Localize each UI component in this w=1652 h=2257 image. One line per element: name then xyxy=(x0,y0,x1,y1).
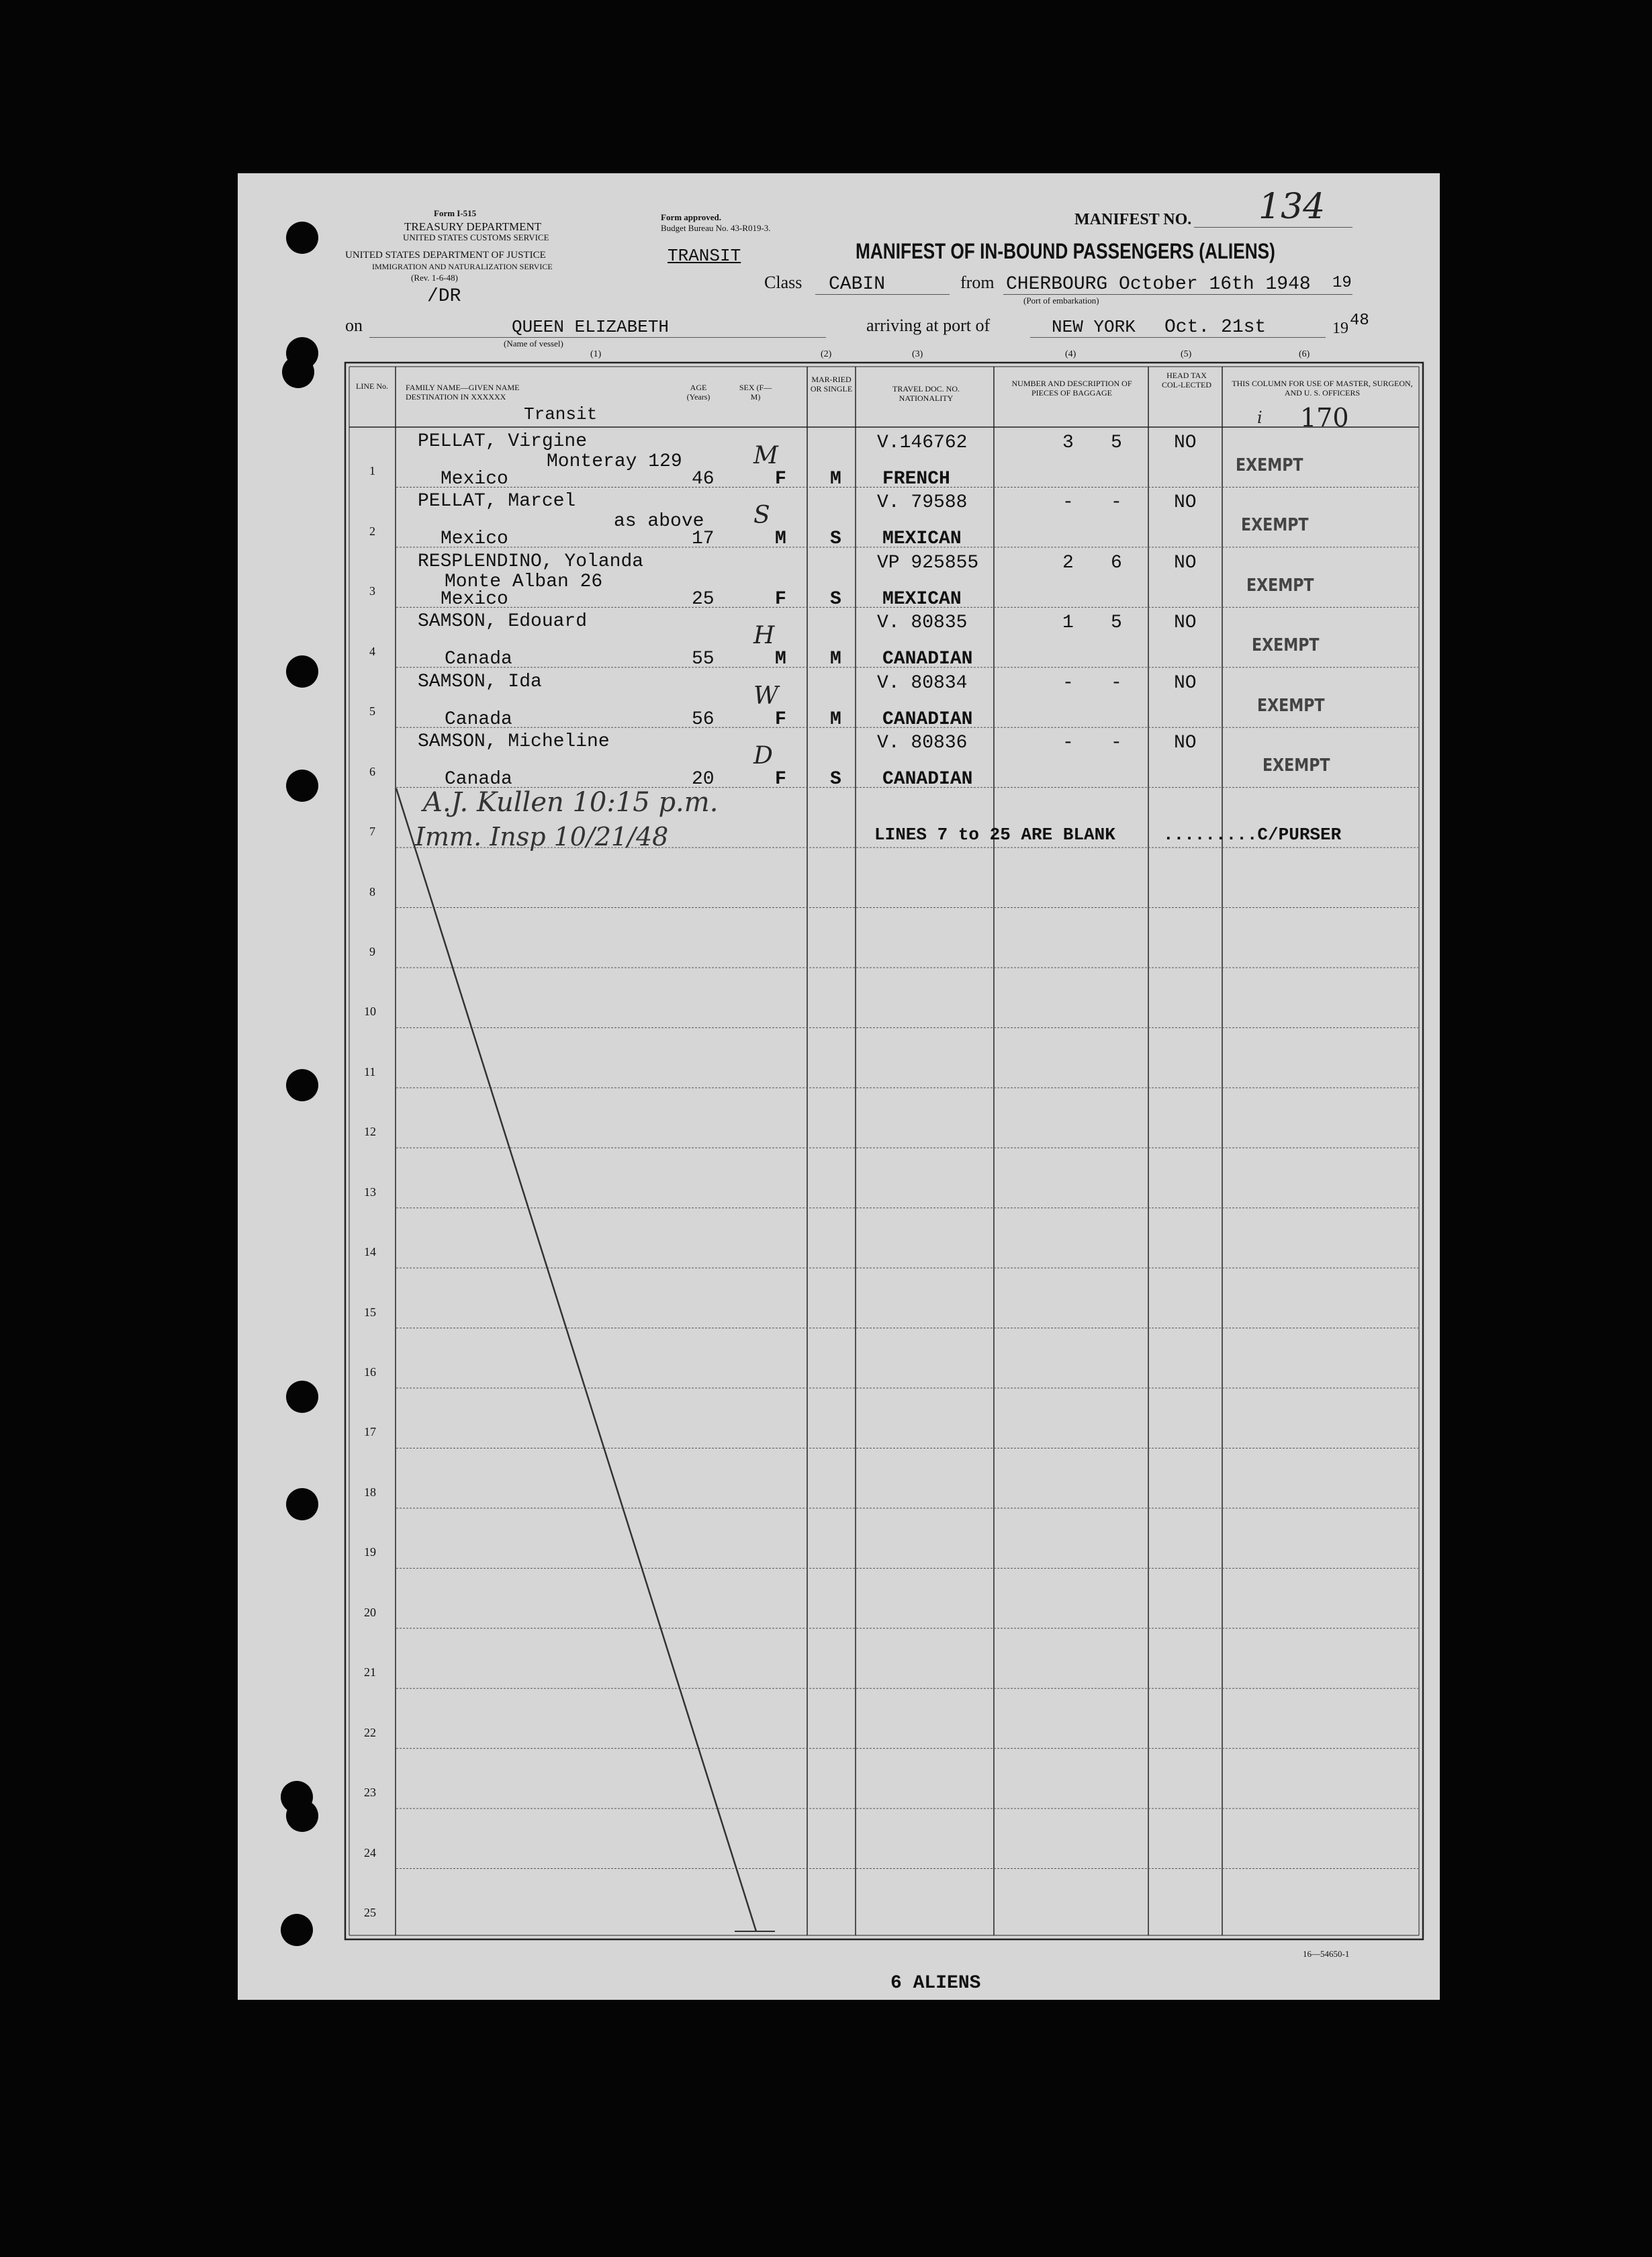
exempt-stamp: EXEMPT xyxy=(1257,695,1325,716)
baggage-count: 2 xyxy=(1062,552,1074,573)
line-number: 24 xyxy=(364,1845,376,1859)
exempt-stamp: EXEMPT xyxy=(1236,455,1303,475)
passenger-age: 20 xyxy=(692,769,715,790)
hdr-age: AGE (Years) xyxy=(686,383,710,402)
line-number: 18 xyxy=(364,1485,376,1499)
passenger-marital: M xyxy=(830,708,841,730)
col-num-2: (2) xyxy=(821,349,832,359)
vessel-label: (Name of vessel) xyxy=(504,338,563,349)
total-aliens: 6 ALIENS xyxy=(890,1973,981,1994)
footer-code: 16—54650-1 xyxy=(1303,1949,1350,1959)
baggage-count: 5 xyxy=(1111,432,1122,453)
baggage-count: - xyxy=(1062,672,1074,694)
hdr-family-name: FAMILY NAME—GIVEN NAME DESTINATION IN XXXXXX xyxy=(406,383,520,402)
head-tax-collected: NO xyxy=(1174,492,1197,514)
year-prefix: 19 xyxy=(1332,320,1348,337)
baggage-count: - xyxy=(1111,492,1122,514)
customs-service: UNITED STATES CUSTOMS SERVICE xyxy=(403,232,549,242)
passenger-sex: M xyxy=(775,528,786,550)
handwritten-mark: M xyxy=(753,442,778,469)
handwritten-mark: S xyxy=(753,502,770,530)
baggage-count: 6 xyxy=(1111,552,1122,573)
baggage-count: 1 xyxy=(1062,612,1074,634)
manifest-no-label: MANIFEST NO. xyxy=(1074,211,1192,228)
passenger-destination: Canada xyxy=(445,708,512,730)
manifest-title: MANIFEST OF IN-BOUND PASSENGERS (ALIENS) xyxy=(856,239,1275,263)
treasury-dept: TREASURY DEPARTMENT xyxy=(404,220,542,233)
hdr-travel-doc: TRAVEL DOC. NO. NATIONALITY xyxy=(892,384,960,403)
on-label: on xyxy=(345,316,363,335)
line-number: 21 xyxy=(364,1665,376,1679)
travel-doc-number: V. 80836 xyxy=(877,733,968,754)
baggage-count: 5 xyxy=(1111,612,1122,634)
head-tax-collected: NO xyxy=(1174,552,1197,573)
line-number: 25 xyxy=(364,1906,376,1919)
line-number: 1 xyxy=(369,464,375,478)
passenger-age: 56 xyxy=(692,708,715,730)
manifest-no-value: 134 xyxy=(1258,187,1326,227)
class-value[interactable]: CABIN xyxy=(829,274,886,295)
manifest-sheet xyxy=(238,173,1440,2000)
hdr-baggage: NUMBER AND DESCRIPTION OF PIECES OF BAGGAGE xyxy=(1011,379,1132,398)
travel-doc-number: V.146762 xyxy=(877,432,968,453)
hdr-transit-word: Transit xyxy=(524,404,598,424)
line-number: 3 xyxy=(369,584,375,598)
passenger-marital: M xyxy=(830,649,841,670)
passenger-name: SAMSON, Edouard xyxy=(418,611,588,633)
passenger-address: as above xyxy=(614,511,704,533)
col-num-6: (6) xyxy=(1299,349,1310,359)
passenger-address: Monte Alban 26 xyxy=(445,571,603,592)
exempt-stamp: EXEMPT xyxy=(1246,575,1314,596)
class-label: Class xyxy=(764,273,802,292)
form-number: Form I-515 xyxy=(434,208,477,218)
hdr-married: MAR-RIED OR SINGLE xyxy=(810,375,853,394)
line-number: 20 xyxy=(364,1605,376,1619)
head-tax-collected: NO xyxy=(1174,612,1197,634)
passenger-name: PELLAT, Marcel xyxy=(418,491,576,512)
exempt-stamp: EXEMPT xyxy=(1241,515,1309,536)
purser-note: .........C/PURSER xyxy=(1163,825,1342,845)
line-number: 23 xyxy=(364,1786,376,1800)
hdr-line-no: LINE No. xyxy=(356,381,388,391)
col-num-4: (4) xyxy=(1065,349,1076,359)
passenger-nationality: MEXICAN xyxy=(882,588,962,610)
passenger-destination: Mexico xyxy=(441,528,508,550)
handwritten-mark: D xyxy=(753,742,773,770)
passenger-age: 17 xyxy=(692,528,715,550)
line-number: 9 xyxy=(369,944,375,958)
hdr-head-tax: HEAD TAX COL-LECTED xyxy=(1162,371,1211,389)
col-num-3: (3) xyxy=(912,349,923,359)
line-number: 7 xyxy=(369,825,375,839)
handwritten-mark: W xyxy=(753,682,779,710)
col-num-1: (1) xyxy=(590,349,602,359)
budget-note: Budget Bureau No. 43-R019-3. xyxy=(661,223,771,233)
passenger-sex: F xyxy=(775,769,786,790)
vessel-name[interactable]: QUEEN ELIZABETH xyxy=(512,317,670,337)
passenger-marital: S xyxy=(830,588,841,610)
passenger-sex: F xyxy=(775,469,786,490)
passenger-sex: F xyxy=(775,708,786,730)
line-number: 22 xyxy=(364,1725,376,1739)
inspector-signature: A.J. Kullen 10:15 p.m. xyxy=(423,787,719,818)
line-number: 8 xyxy=(369,884,375,899)
officer-mark: i xyxy=(1257,408,1263,427)
passenger-name: SAMSON, Ida xyxy=(418,671,542,692)
passenger-sex: M xyxy=(775,649,786,670)
head-tax-collected: NO xyxy=(1174,672,1197,694)
baggage-count: - xyxy=(1062,492,1074,514)
passenger-nationality: CANADIAN xyxy=(882,769,973,790)
passenger-nationality: CANADIAN xyxy=(882,649,973,670)
revision: (Rev. 1-6-48) xyxy=(411,273,458,283)
line-number: 5 xyxy=(369,704,375,719)
line-number: 12 xyxy=(364,1125,376,1139)
passenger-sex: F xyxy=(775,588,786,610)
blank-lines-note: LINES 7 to 25 ARE BLANK xyxy=(874,825,1115,845)
passenger-marital: S xyxy=(830,769,841,790)
port-embark-label: (Port of embarkation) xyxy=(1023,295,1099,306)
passenger-name: RESPLENDINO, Yolanda xyxy=(418,551,644,572)
line-number: 13 xyxy=(364,1185,376,1199)
passenger-destination: Mexico xyxy=(441,588,508,610)
passenger-destination: Canada xyxy=(445,769,512,790)
baggage-count: - xyxy=(1111,733,1122,754)
passenger-name: SAMSON, Micheline xyxy=(418,731,610,753)
travel-doc-number: V. 79588 xyxy=(877,492,968,514)
line-number: 11 xyxy=(364,1064,376,1078)
line-number: 16 xyxy=(364,1365,376,1379)
passenger-name: PELLAT, Virgine xyxy=(418,431,588,452)
arrival-port[interactable]: NEW YORK xyxy=(1052,317,1136,337)
exempt-stamp: EXEMPT xyxy=(1263,755,1330,776)
ins-service: IMMIGRATION AND NATURALIZATION SERVICE xyxy=(372,262,553,271)
head-tax-collected: NO xyxy=(1174,733,1197,754)
from-value[interactable]: CHERBOURG October 16th 1948 xyxy=(1006,274,1311,295)
from-suffix: 19 xyxy=(1332,274,1352,292)
passenger-age: 46 xyxy=(692,469,715,490)
travel-doc-number: V. 80834 xyxy=(877,672,968,694)
handwritten-mark: H xyxy=(753,622,775,650)
passenger-destination: Canada xyxy=(445,649,512,670)
line-number: 19 xyxy=(364,1545,376,1559)
hdr-sex: SEX (F—M) xyxy=(739,383,772,402)
justice-dept: UNITED STATES DEPARTMENT OF JUSTICE xyxy=(345,250,546,261)
passenger-address: Monteray 129 xyxy=(547,451,682,472)
arrival-date[interactable]: Oct. 21st xyxy=(1164,317,1267,338)
passenger-nationality: MEXICAN xyxy=(882,528,962,550)
baggage-count: 3 xyxy=(1062,432,1074,453)
line-number: 4 xyxy=(369,644,375,658)
approved-note: Form approved. xyxy=(661,212,722,222)
void-diagonal-line xyxy=(396,788,756,1931)
officer-number: 170 xyxy=(1300,403,1349,432)
baggage-count: - xyxy=(1111,672,1122,694)
travel-doc-number: V. 80835 xyxy=(877,612,968,634)
year-suffix: 48 xyxy=(1350,312,1369,330)
line-number: 14 xyxy=(364,1245,376,1259)
hdr-officers: THIS COLUMN FOR USE OF MASTER, SURGEON, AND U. S. OFFICERS xyxy=(1232,379,1413,398)
line-number: 2 xyxy=(369,524,375,538)
passenger-destination: Mexico xyxy=(441,469,508,490)
passenger-nationality: FRENCH xyxy=(882,469,950,490)
passenger-age: 25 xyxy=(692,588,715,610)
dr-mark: /DR xyxy=(427,286,461,307)
line-number: 17 xyxy=(364,1425,376,1439)
line-number: 10 xyxy=(364,1005,376,1019)
from-label: from xyxy=(960,273,995,292)
arriving-label: arriving at port of xyxy=(866,316,991,335)
passenger-marital: M xyxy=(830,469,841,490)
travel-doc-number: VP 925855 xyxy=(877,552,979,573)
head-tax-collected: NO xyxy=(1174,432,1197,453)
passenger-nationality: CANADIAN xyxy=(882,708,973,730)
baggage-count: - xyxy=(1062,733,1074,754)
passenger-marital: S xyxy=(830,528,841,550)
inspector-title: Imm. Insp 10/21/48 xyxy=(415,822,669,851)
line-number: 6 xyxy=(369,764,375,778)
exempt-stamp: EXEMPT xyxy=(1252,635,1320,656)
col-num-5: (5) xyxy=(1181,349,1192,359)
line-number: 15 xyxy=(364,1305,376,1319)
transit-label: TRANSIT xyxy=(668,246,741,266)
passenger-age: 55 xyxy=(692,649,715,670)
